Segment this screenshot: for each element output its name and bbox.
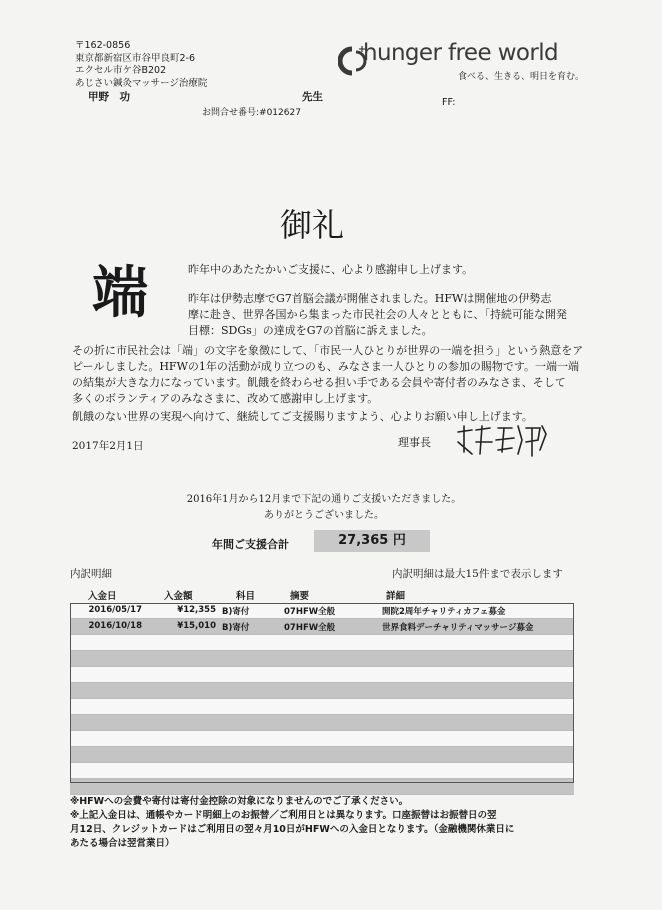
header-detail: 詳細 [386,591,406,602]
breakdown-max-note: 内訳明細は最大15件まで表示します [392,568,563,580]
footnotes [70,795,514,851]
signer-title: 理事長 [398,436,431,449]
letter-paragraph-3 [72,343,583,407]
row-detail: 世界食料デーチャリティマッサージ募金 [382,623,534,633]
letter-heading: 御礼 [280,206,345,244]
paragraph-line: ピールしました。HFWの1年の活動が成り立つのも、みなさま一人ひとりの参加の賜物です。一端一端 [72,360,579,373]
summary-line: ありがとうございました。 [264,510,384,521]
recipient-address [75,40,207,90]
header-summary: 摘要 [290,591,310,602]
row-detail: 開院2周年チャリティカフェ募金 [382,607,506,617]
address-line-1: 東京都新宿区市谷甲良町2-6 [75,52,196,64]
brand-name: hunger free world [363,40,559,66]
annual-total-label: 年間ご支援合計 [212,538,289,551]
header-amount: 入金額 [164,591,193,602]
postal-code: 〒162-0856 [75,40,131,51]
support-summary-text [178,492,470,524]
header-date: 入金日 [88,591,117,602]
row-date: 2016/10/18 [88,621,142,631]
row-amount: ¥15,010 [177,621,216,631]
recipient-title: 先生 [302,91,323,103]
footnote-line: あたる場合は翌営業日） [70,838,175,849]
inquiry-number: お問合せ番号:#012627 [202,108,301,118]
breakdown-table-border [70,603,574,783]
row-category: B)寄付 [222,623,250,633]
paragraph-line: 摩に赴き、世界各国から集まった市民社会の人々とともに、「持続可能な開発 [188,308,568,321]
address-line-3: あじさい鍼灸マッサージ治療院 [75,77,208,89]
recipient-name: 甲野 功 [88,91,130,103]
handwritten-signature [452,420,552,460]
paragraph-line: 昨年は伊勢志摩でG7首脳会議が開催されました。HFWは開催地の伊勢志 [188,292,552,305]
footnote-line: 月12日、クレジットカードはご利用日の翌々月10日がHFWへの入金日となります。（金融機関休業日に [70,824,515,835]
paragraph-line: の結集が大きな力になっています。飢餓を終わらせる担い手である会員や寄付者のみなさま、そして [72,376,566,389]
ff-label: FF: [442,97,456,108]
breakdown-table-header [70,588,574,603]
summary-line: 2016年1月から12月まで下記の通りご支援いただきました。 [186,494,462,505]
address-line-2: エクセル市ケ谷B202 [75,65,167,76]
letter-date: 2017年2月1日 [72,440,144,452]
breakdown-title: 内訳明細 [70,568,112,580]
calligraphy-character: 端 [92,260,148,326]
paragraph-line: その折に市民社会は「端」の文字を象徴にして、「市民一人ひとりが世界の一端を担う」という熱意をア [72,344,584,357]
row-summary: 07HFW全般 [284,623,336,633]
row-date: 2016/05/17 [88,605,142,615]
paragraph-line: 目標：SDGs」の達成をG7の首脳に訴えました。 [188,324,433,337]
annual-total-value: 27,365 円 [338,533,406,548]
row-summary: 07HFW全般 [284,607,336,617]
paragraph-line: 多くのボランティアのみなさまに、改めて感謝申し上げます。 [72,392,379,405]
letter-paragraph-1: 昨年中のあたたかいご支援に、心より感謝申し上げます。 [188,263,474,276]
footnote-line: ※HFWへの会費や寄付は寄付金控除の対象になりませんのでご了承ください。 [70,796,409,807]
letter-paragraph-2 [188,291,567,339]
letter-paragraph-4: 飢餓のない世界の実現へ向けて、継続してご支援賜りますよう、心よりお願い申し上げます。 [72,410,533,423]
row-amount: ¥12,355 [177,605,216,615]
footnote-line: ※上記入金日は、通帳やカード明細上のお振替／ご利用日とは異なります。口座振替はお振替日の翌 [70,810,497,821]
header-category: 科目 [236,591,256,602]
brand-tagline: 食べる、生きる、明日を育む。 [458,72,585,82]
logo-mark-icon [340,46,365,73]
row-category: B)寄付 [222,607,250,617]
